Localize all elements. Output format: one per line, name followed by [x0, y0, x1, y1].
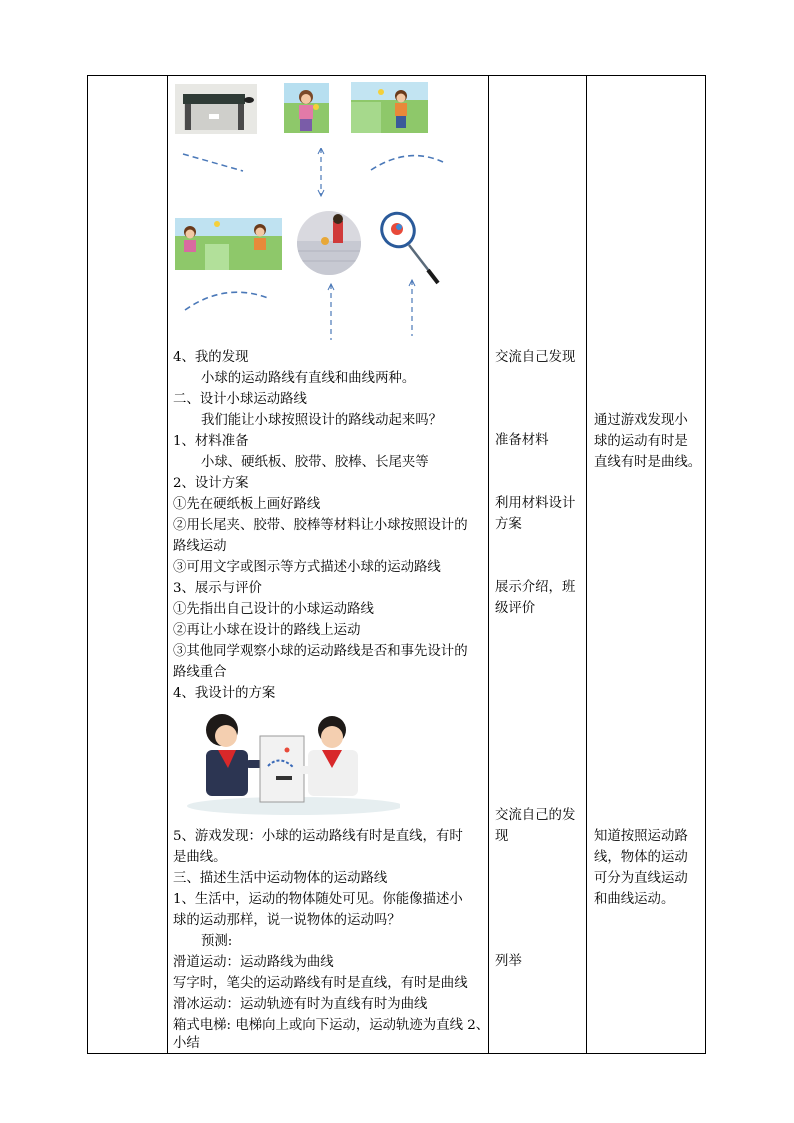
- plan-step-3: ③可用文字或图示等方式描述小球的运动路线: [173, 560, 441, 575]
- lesson-table: [87, 75, 706, 1054]
- intent-1b: 球的运动有时是: [594, 434, 688, 449]
- activity-share: 交流自己发现: [495, 350, 576, 365]
- intent-2d: 和曲线运动。: [594, 892, 675, 907]
- students-with-ball-track-photo: [180, 706, 400, 816]
- plan-step-2a: ②用长尾夹、胶带、胶棒等材料让小球按照设计的: [173, 518, 468, 533]
- show-step-2: ②再让小球在设计的路线上运动: [173, 623, 361, 638]
- intent-1c: 直线有时是曲线。: [594, 455, 702, 470]
- part2-title: 二、设计小球运动路线: [173, 392, 307, 407]
- materials-title: 1、材料准备: [173, 434, 249, 449]
- life-question-b: 球的运动那样，说一说物体的运动吗？: [173, 913, 401, 928]
- show-step-3b: 路线重合: [173, 665, 227, 680]
- elevator-example: 箱式电梯: 电梯向上或向下运动，运动轨迹为直线 2、: [173, 1018, 490, 1033]
- plan-step-1: ①先在硬纸板上画好路线: [173, 497, 321, 512]
- slide-example: 滑道运动：运动路线为曲线: [173, 955, 334, 970]
- part2-question: 我们能让小球按照设计的路线动起来吗？: [201, 413, 443, 428]
- intent-2c: 可分为直线运动: [594, 871, 688, 886]
- activity-list: 列举: [495, 954, 522, 969]
- intent-2a: 知道按照运动路: [594, 829, 688, 844]
- prediction-label: 预测:: [201, 934, 233, 949]
- life-question-a: 1、生活中，运动的物体随处可见。你能像描述小: [173, 892, 463, 907]
- badminton-racket-photo: [378, 209, 442, 285]
- show-step-1: ①先指出自己设计的小球运动路线: [173, 602, 374, 617]
- discovery-title: 4、我的发现: [173, 350, 249, 365]
- activity-present-a: 展示介绍，班: [495, 580, 576, 595]
- plan-step-2b: 路线运动: [173, 539, 227, 554]
- activity-prepare: 准备材料: [495, 433, 549, 448]
- activity-share2-b: 现: [495, 829, 509, 844]
- skating-example: 滑冰运动：运动轨迹有时为直线有时为曲线: [173, 997, 428, 1012]
- table-photo: [175, 84, 257, 134]
- activity-design-a: 利用材料设计: [495, 496, 576, 511]
- materials-body: 小球、硬纸板、胶带、胶棒、长尾夹等: [201, 455, 429, 470]
- plan-title: 2、设计方案: [173, 476, 249, 491]
- student-activity-column: [489, 76, 586, 1053]
- girl-holding-ball-photo: [284, 83, 329, 133]
- intent-1a: 通过游戏发现小: [594, 413, 688, 428]
- game-finding-b: 是曲线。: [173, 850, 227, 865]
- kids-playing-ball-photo: [175, 218, 282, 270]
- writing-example: 写字时，笔尖的运动路线有时是直线，有时是曲线: [173, 976, 468, 991]
- part3-title: 三、描述生活中运动物体的运动路线: [173, 871, 388, 886]
- game-finding-a: 5、游戏发现：小球的运动路线有时是直线，有时: [173, 829, 463, 844]
- activity-present-b: 级评价: [495, 601, 536, 616]
- my-design-title: 4、我设计的方案: [173, 686, 276, 701]
- bouncing-ball-photo: [297, 211, 361, 275]
- boy-throwing-ball-photo: [351, 82, 428, 133]
- discovery-body: 小球的运动路线有直线和曲线两种。: [201, 371, 416, 386]
- summary-title: 小结: [173, 1036, 200, 1051]
- intent-2b: 线，物体的运动: [594, 850, 688, 865]
- show-title: 3、展示与评价: [173, 581, 262, 596]
- content-column: [168, 76, 488, 1053]
- motion-path-diagrams-row2: [180, 276, 450, 346]
- design-intent-column: [587, 76, 706, 1053]
- activity-design-b: 方案: [495, 517, 522, 532]
- activity-share2-a: 交流自己的发: [495, 808, 576, 823]
- show-step-3a: ③其他同学观察小球的运动路线是否和事先设计的: [173, 644, 468, 659]
